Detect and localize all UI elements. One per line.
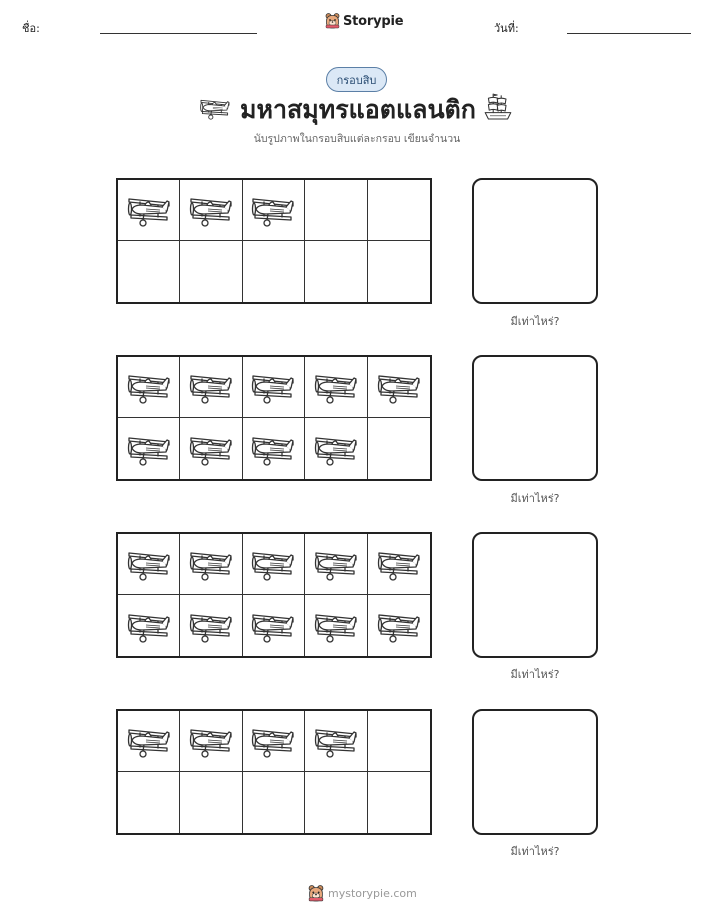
ten-frame-cell <box>118 711 180 772</box>
ten-frame-cell <box>305 357 367 418</box>
ten-frame <box>116 709 432 835</box>
ten-frame-cell <box>118 241 180 302</box>
biplane-icon <box>126 606 172 646</box>
ten-frame-cell <box>368 357 430 418</box>
answer-box[interactable] <box>472 532 598 658</box>
bear-mascot-icon <box>308 885 324 902</box>
biplane-icon <box>376 367 422 407</box>
biplane-icon <box>188 544 234 584</box>
ten-frame-cell <box>118 418 180 479</box>
ten-frame-cell <box>305 180 367 241</box>
biplane-icon <box>250 606 296 646</box>
biplane-icon <box>250 367 296 407</box>
ten-frame-cell <box>368 711 430 772</box>
ten-frame <box>116 532 432 658</box>
ten-frame-cell <box>118 772 180 833</box>
biplane-icon <box>313 429 359 469</box>
storypie-logo <box>325 13 403 29</box>
ten-frame-cell <box>305 711 367 772</box>
biplane-icon <box>313 367 359 407</box>
biplane-icon <box>188 429 234 469</box>
footer-website: mystorypie.com <box>328 887 417 900</box>
biplane-icon <box>313 544 359 584</box>
answer-box[interactable] <box>472 355 598 481</box>
ten-frame-cell <box>243 241 305 302</box>
count-question: มีเท่าไหร่? <box>510 492 560 505</box>
ten-frame-cell <box>368 180 430 241</box>
sailing-ship-icon <box>482 91 514 123</box>
ten-frame-cell <box>180 357 242 418</box>
footer <box>308 885 417 902</box>
biplane-icon <box>250 429 296 469</box>
ten-frame-cell <box>243 772 305 833</box>
biplane-icon <box>126 190 172 230</box>
ten-frame-cell <box>180 711 242 772</box>
ten-frame-cell <box>180 241 242 302</box>
answer-box[interactable] <box>472 178 598 304</box>
ten-frame-cell <box>305 534 367 595</box>
page-title: มหาสมุทรแอตแลนติก <box>240 95 476 124</box>
ten-frame-cell <box>180 180 242 241</box>
ten-frame-cell <box>180 595 242 656</box>
biplane-icon <box>376 544 422 584</box>
ten-frame-cell <box>243 711 305 772</box>
name-line[interactable] <box>100 33 257 34</box>
ten-frame-cell <box>243 180 305 241</box>
biplane-icon <box>126 429 172 469</box>
biplane-icon <box>188 367 234 407</box>
ten-frame-cell <box>243 357 305 418</box>
ten-frame-cell <box>368 534 430 595</box>
ten-frame <box>116 355 432 481</box>
biplane-icon <box>376 606 422 646</box>
ten-frame-cell <box>243 534 305 595</box>
biplane-icon <box>188 606 234 646</box>
biplane-icon <box>250 190 296 230</box>
count-question: มีเท่าไหร่? <box>510 845 560 858</box>
biplane-icon <box>313 606 359 646</box>
biplane-icon <box>198 94 232 122</box>
answer-box[interactable] <box>472 709 598 835</box>
ten-frame-cell <box>118 180 180 241</box>
ten-frame-cell <box>305 418 367 479</box>
name-label: ชื่อ: <box>22 22 40 35</box>
ten-frame-cell <box>305 772 367 833</box>
biplane-icon <box>188 190 234 230</box>
ten-frame-cell <box>368 772 430 833</box>
biplane-icon <box>250 721 296 761</box>
ten-frame-cell <box>368 418 430 479</box>
ten-frame-cell <box>118 595 180 656</box>
ten-frame-cell <box>180 418 242 479</box>
biplane-icon <box>126 721 172 761</box>
instructions: นับรูปภาพในกรอบสิบแต่ละกรอบ เขียนจำนวน <box>253 133 461 145</box>
ten-frame-cell <box>180 534 242 595</box>
count-question: มีเท่าไหร่? <box>510 315 560 328</box>
ten-frame-cell <box>305 241 367 302</box>
biplane-icon <box>126 367 172 407</box>
ten-frame-cell <box>118 534 180 595</box>
biplane-icon <box>126 544 172 584</box>
ten-frame-cell <box>305 595 367 656</box>
ten-frame-cell <box>368 595 430 656</box>
biplane-icon <box>250 544 296 584</box>
ten-frame-cell <box>243 595 305 656</box>
ten-frame <box>116 178 432 304</box>
brand-name: Storypie <box>343 13 404 29</box>
topic-badge: กรอบสิบ <box>326 67 387 92</box>
date-line[interactable] <box>567 33 691 34</box>
ten-frame-cell <box>180 772 242 833</box>
ten-frame-cell <box>243 418 305 479</box>
biplane-icon <box>188 721 234 761</box>
bear-mascot-icon <box>325 13 340 29</box>
date-label: วันที่: <box>494 22 519 35</box>
ten-frame-cell <box>118 357 180 418</box>
biplane-icon <box>313 721 359 761</box>
count-question: มีเท่าไหร่? <box>510 668 560 681</box>
ten-frame-cell <box>368 241 430 302</box>
